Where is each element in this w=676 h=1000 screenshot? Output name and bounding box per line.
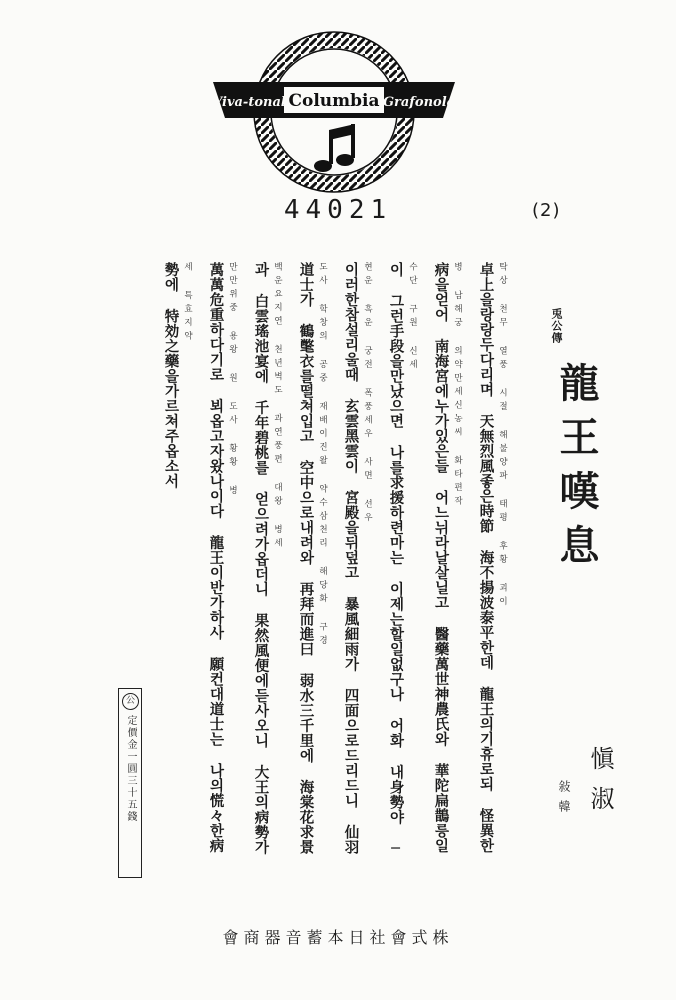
ruby-column-1: 탁상 천무 열풍 시절 해불양파 태평 후황 괴이 <box>497 262 508 610</box>
text-column-5: 道士가 鶴氅衣를떨쳐입고 空中으로내려와 再拜而進曰 弱水三千里에 海棠花求景 <box>297 262 314 855</box>
logo-right-text: Grafonola <box>382 95 456 110</box>
ruby-column-6: 백운요지연 천년벽도 과연풍편 대왕 병세 <box>272 262 283 552</box>
text-column-4: 이러한참설리울때 玄雲黑雲이 宮殿을뒤덮고 暴風細雨가 四面으로드리드니 仙羽 <box>342 262 359 855</box>
publisher-footer: 會商器音蓄本日社會式株 <box>222 928 454 947</box>
logo-center-text: Columbia <box>288 91 380 111</box>
ruby-column-4: 현운 흑운 궁전 폭풍세우 사면 선우 <box>362 262 373 526</box>
author-prefix: 敍韓 <box>557 780 571 820</box>
ruby-column-7: 만만위중 용왕 원 도사 황황 병 <box>227 262 238 499</box>
columbia-logo <box>205 30 463 195</box>
ruby-column-3: 수단 구원 신세 <box>407 262 418 373</box>
ruby-column-5: 도사 학창의 공중 재배이진왈 약수삼천리 해당화 구경 <box>317 262 328 649</box>
text-column-7: 萬萬危重하다기로 뵈옵고자왔나이다 龍王이반가하사 願컨대道士는 나의慌々한病 <box>207 262 224 853</box>
catalog-number: 44021 <box>283 195 393 225</box>
logo-left-text: Viva-tonal <box>212 95 286 110</box>
price-box <box>118 688 142 878</box>
ruby-column-8: 세 특효지약 <box>182 262 193 345</box>
text-column-6: 과 白雲瑤池宴에 千年碧桃를 얻으려가옵더니 果然風便에듣사오니 大王의病勢가 <box>252 262 269 855</box>
series-title: 兎公傳 <box>550 308 563 344</box>
text-column-3: 이 그런手段을만났으면 나를求援하련마는 이제는할일없구나 어화 내身勢야 ─ <box>387 262 404 858</box>
page-title: 龍王嘆息 <box>553 362 600 578</box>
ruby-column-2: 병 남해궁 의약만세신농씨 화타편작 <box>452 262 463 510</box>
text-column-2: 病을얻어 南海宮에누가있은들 어느뉘라날살닐고 醫藥萬世神農氏와 華陀扁鵲릉일 <box>432 262 449 853</box>
text-column-8: 勢에 特効之藥을가르쳐주옵소서 <box>162 262 179 489</box>
price-mark: 公 <box>122 693 139 710</box>
author-name: 愼淑 <box>586 746 614 826</box>
text-column-1: 卓上을랑랑두다리며 天無烈風좋은時節 海不揚波泰平한데 龍王의기휴로되 怪異한 <box>477 262 494 853</box>
side-label: (2) <box>532 200 561 221</box>
price-text: 定價金一圓三十五錢 <box>125 715 136 823</box>
